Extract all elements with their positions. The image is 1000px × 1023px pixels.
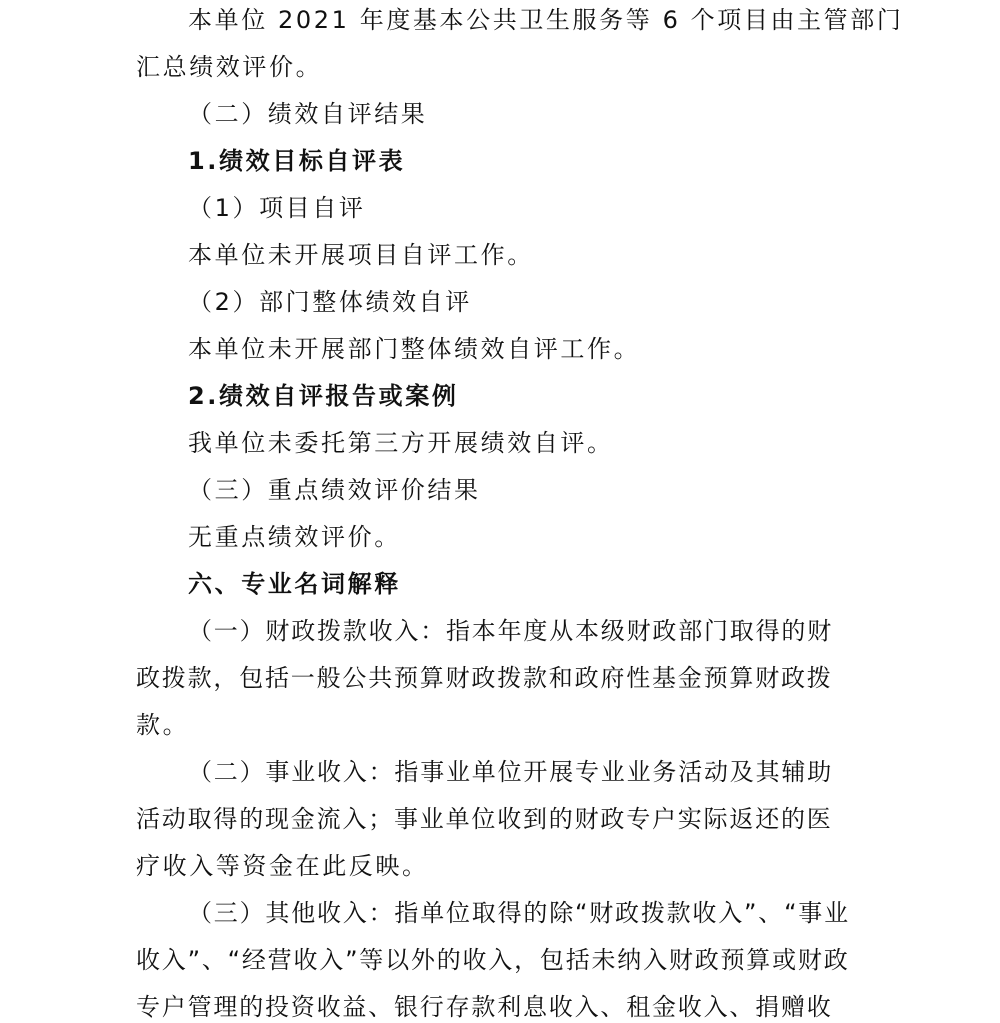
section-heading: 六、专业名词解释 bbox=[188, 570, 401, 598]
paragraph-line: 无重点绩效评价。 bbox=[188, 523, 401, 551]
paragraph-line: （一）财政拨款收入：指本年度从本级财政部门取得的财 bbox=[188, 617, 833, 645]
paragraph-line: （二）事业收入：指事业单位开展专业业务活动及其辅助 bbox=[188, 758, 833, 786]
paragraph-line: 汇总绩效评价。 bbox=[136, 53, 323, 81]
paragraph-line: 专户管理的投资收益、银行存款利息收入、租金收入、捐赠收 bbox=[136, 993, 833, 1021]
section-heading: （三）重点绩效评价结果 bbox=[188, 476, 481, 504]
section-heading: （2）部门整体绩效自评 bbox=[188, 288, 472, 316]
paragraph-line: 本单位未开展部门整体绩效自评工作。 bbox=[188, 335, 641, 363]
paragraph-line: 疗收入等资金在此反映。 bbox=[136, 852, 429, 880]
paragraph-line: 活动取得的现金流入；事业单位收到的财政专户实际返还的医 bbox=[136, 805, 833, 833]
section-heading: 1.绩效目标自评表 bbox=[188, 147, 406, 175]
section-heading: （1）项目自评 bbox=[188, 194, 366, 222]
paragraph-line: 政拨款，包括一般公共预算财政拨款和政府性基金预算财政拨 bbox=[136, 664, 833, 692]
paragraph-line: 本单位未开展项目自评工作。 bbox=[188, 241, 534, 269]
paragraph-line: 我单位未委托第三方开展绩效自评。 bbox=[188, 429, 614, 457]
paragraph-line: 收入”、“经营收入”等以外的收入，包括未纳入财政预算或财政 bbox=[136, 946, 850, 974]
section-heading: 2.绩效自评报告或案例 bbox=[188, 382, 459, 410]
paragraph-line: 本单位 2021 年度基本公共卫生服务等 6 个项目由主管部门 bbox=[188, 6, 904, 34]
section-heading: （二）绩效自评结果 bbox=[188, 100, 428, 128]
paragraph-line: 款。 bbox=[136, 711, 190, 739]
paragraph-line: （三）其他收入：指单位取得的除“财政拨款收入”、“事业 bbox=[188, 899, 850, 927]
